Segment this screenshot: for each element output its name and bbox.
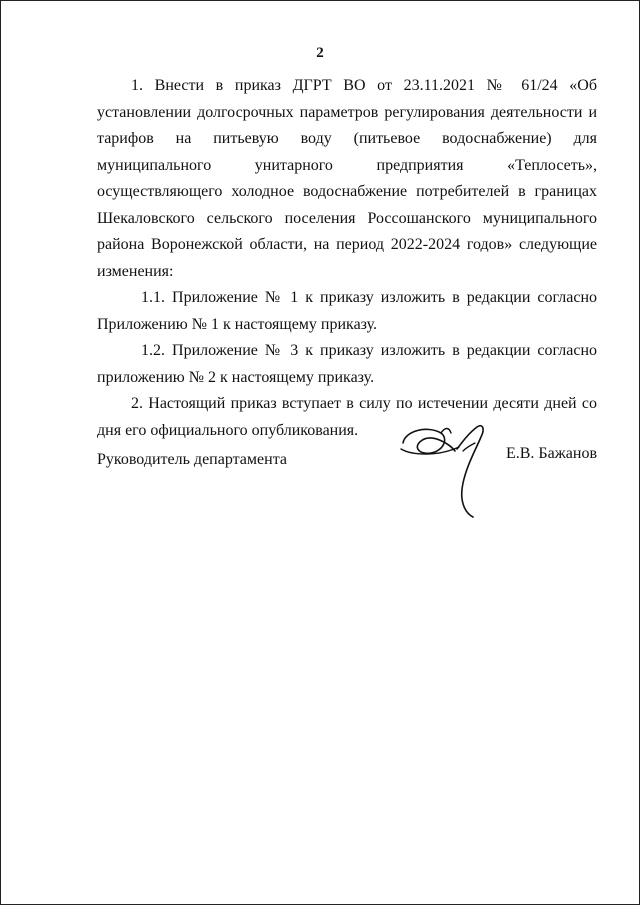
signature-block [97, 441, 597, 531]
paragraph-1-1: 1.1. Приложение № 1 к приказу изложить в редакции согласно Приложению № 1 к настоящему приказу. [97, 289, 597, 333]
paragraph-1-2: 1.2. Приложение № 3 к приказу изложить в редакции согласно приложению № 2 к настоящему приказу. [97, 342, 597, 386]
paragraph-1: 1. Внести в приказ ДГРТ ВО от 23.11.2021 № 61/24 «Об установлении долгосрочных параметров регулирования деятельности и тарифов на питьевую воду (питьевое водоснабжение) для муниципального унитарного предприятия «Теплосеть», осуществляющего холодное водоснабжение потребителей в границах Шекаловского сельского поселения Россошанского муниципального района Воронежской области, на период 2022-2024 годов» следующие изменения: [97, 77, 597, 280]
paragraph-2: 2. Настоящий приказ вступает в силу по истечении десяти дней со дня его официального опубликования. [97, 395, 597, 439]
signer-title: Руководитель департамента [97, 451, 287, 468]
document-body [97, 73, 597, 444]
handwritten-signature-icon [397, 421, 517, 526]
signer-name: Е.В. Бажанов [505, 445, 597, 462]
page-number: 2 [316, 45, 324, 61]
